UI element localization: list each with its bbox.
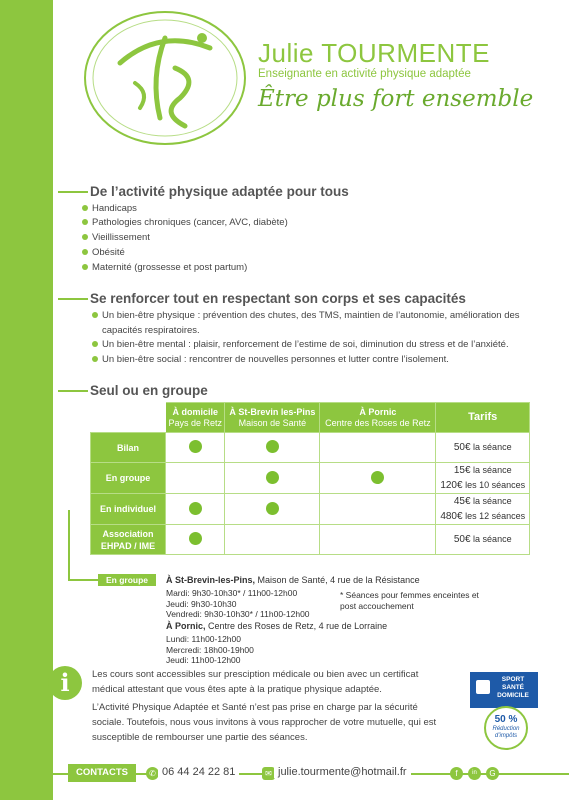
price-cell (436, 433, 530, 463)
badge-line: DOMICILE (497, 692, 529, 699)
schedule-line: Mercredi: 18h00-19h00 (166, 644, 254, 655)
table-cell (320, 433, 436, 463)
section-divider (58, 390, 88, 392)
table-cell (166, 433, 225, 463)
pornic-hours (166, 634, 254, 666)
availability-dot (371, 471, 384, 484)
table-cell (320, 525, 436, 555)
brevin-place: Maison de Santé, 4 rue de la Résistance (255, 575, 420, 585)
section1-title: De l’activité physique adaptée pour tous (90, 184, 349, 199)
price-line (436, 478, 529, 493)
group-tag: En groupe (98, 574, 156, 586)
linkedin-icon[interactable]: in (468, 767, 481, 780)
badge-line: SANTÉ (501, 684, 525, 691)
badge-reduction: Réduction d’impôts (492, 726, 520, 739)
row-header: Bilan (91, 433, 166, 463)
info-paragraph: Les cours sont accessibles sur presciption médicale ou bien avec un certificat médical attestant que vous êtes apte à la pratique physique adaptée. (92, 669, 419, 695)
section-divider (58, 191, 88, 193)
col-title: À St-Brevin les-Pins (229, 406, 316, 417)
table-row (91, 433, 530, 463)
pornic-place: Centre des Roses de Retz, 4 rue de Lorraine (205, 621, 388, 631)
table-cell (225, 525, 320, 555)
col-title: À domicile (172, 406, 218, 417)
table-cell (225, 494, 320, 525)
price-unit: la séance (473, 465, 512, 475)
price-unit: la séance (473, 442, 512, 452)
col-title: À Pornic (359, 406, 397, 417)
brand-subtitle: Enseignante en activité physique adaptée (258, 68, 471, 80)
price-unit: la séance (473, 496, 512, 506)
table-cell (225, 463, 320, 494)
availability-dot (189, 440, 202, 453)
table-cell (320, 463, 436, 494)
price-amount: 50€ (453, 442, 471, 453)
col-title: Tarifs (468, 411, 498, 423)
last-name: TOURMENTE (321, 38, 490, 68)
email-address[interactable]: julie.tourmente@hotmail.fr (274, 766, 411, 778)
list-item: Vieillissement (92, 232, 150, 243)
house-icon (476, 680, 490, 694)
table-row (91, 525, 530, 555)
price-unit: les 10 séances (465, 480, 526, 490)
table-corner (91, 403, 166, 433)
phone-icon: ✆ (146, 767, 159, 780)
col-header-brevin (225, 403, 320, 433)
table-row (91, 463, 530, 494)
logo-emblem (80, 8, 250, 148)
list-item: Pathologies chroniques (cancer, AVC, diabète) (92, 217, 288, 228)
col-header-pornic (320, 403, 436, 433)
price-cell (436, 463, 530, 494)
brevin-title: À St-Brevin-les-Pins, (166, 575, 256, 585)
price-cell (436, 525, 530, 555)
price-cell (436, 494, 530, 525)
phone-number[interactable]: 06 44 24 22 81 (158, 766, 239, 778)
email-icon: ✉ (262, 767, 275, 780)
availability-dot (266, 471, 279, 484)
section3-title: Seul ou en groupe (90, 383, 208, 398)
price-line (436, 494, 529, 509)
price-amount: 15€ (453, 465, 471, 476)
availability-dot (266, 440, 279, 453)
info-paragraph: L’Activité Physique Adaptée et Santé n’est pas prise en charge par la sécurité sociale. Toutefois, nous vous invitons à vous rapprocher de votre mutuelle, qui est susceptible de rembourser une partie des séances. (92, 702, 437, 743)
list-item: Un bien-être mental : plaisir, renforcement de l’estime de soi, diminution du stress et de l’anxiété. (102, 337, 542, 352)
price-amount: 50€ (453, 534, 471, 545)
schedule-line: Mardi: 9h30-10h30* / 11h00-12h00 (166, 588, 298, 598)
price-unit: la séance (473, 534, 512, 544)
list-item: Handicaps (92, 203, 137, 214)
pornic-title: À Pornic, (166, 621, 206, 631)
col-sub: Centre des Roses de Retz (325, 417, 431, 428)
footer (0, 758, 569, 790)
section2-title: Se renforcer tout en respectant son corps et ses capacités (90, 291, 466, 306)
tax-reduction-badge (484, 706, 528, 750)
price-unit: les 12 séances (465, 511, 526, 521)
brevin-address (166, 575, 420, 586)
badge-percent: 50 % (494, 714, 518, 725)
table-row (91, 494, 530, 525)
col-sub: Maison de Santé (238, 417, 307, 428)
price-amount: 45€ (453, 496, 471, 507)
contacts-label: CONTACTS (68, 764, 136, 782)
price-line (436, 463, 529, 478)
schedule-line: Jeudi: 9h30-10h30 (166, 598, 237, 609)
availability-dot (189, 502, 202, 515)
table-cell (166, 463, 225, 494)
price-amount: 480€ (440, 511, 463, 522)
schedule-line: Lundi: 11h00-12h00 (166, 634, 241, 644)
info-icon: i (48, 666, 82, 700)
table-cell (166, 494, 225, 525)
row-header: En individuel (91, 494, 166, 525)
pornic-address (166, 621, 387, 632)
brevin-hours (166, 588, 310, 620)
schedule-note: * Séances pour femmes enceintes et post accouchement (340, 590, 479, 611)
availability-dot (266, 502, 279, 515)
list-item: Un bien-être social : rencontrer de nouvelles personnes et lutter contre l’isolement. (102, 352, 542, 367)
google-icon[interactable]: G (486, 767, 499, 780)
badge-line: SPORT (501, 676, 525, 683)
section-divider (58, 298, 88, 300)
connector-line (68, 579, 98, 581)
table-cell (166, 525, 225, 555)
schedule-line: Jeudi: 11h00-12h00 (166, 655, 241, 665)
availability-dot (189, 532, 202, 545)
col-header-tarifs (436, 403, 530, 433)
left-green-band (0, 0, 53, 800)
pricing-table (90, 402, 530, 555)
connector-line (68, 510, 70, 580)
brand-name (258, 38, 490, 69)
schedule-line: Vendredi: 9h30-10h30* / 11h00-12h00 (166, 609, 310, 619)
brand-slogan: Être plus fort ensemble (258, 86, 534, 112)
price-line (436, 440, 529, 455)
row-header: Association EHPAD / IME (91, 525, 166, 555)
col-header-domicile (166, 403, 225, 433)
table-cell (320, 494, 436, 525)
row-header: En groupe (91, 463, 166, 494)
price-amount: 120€ (440, 480, 463, 491)
first-name: Julie (258, 38, 314, 68)
price-line (436, 532, 529, 547)
table-cell (225, 433, 320, 463)
col-sub: Pays de Retz (168, 417, 222, 428)
price-line (436, 509, 529, 524)
list-item: Maternité (grossesse et post partum) (92, 262, 248, 273)
facebook-icon[interactable]: f (450, 767, 463, 780)
list-item: Un bien-être physique : prévention des chutes, des TMS, maintien de l’autonomie, amélioration des capacités respiratoires. (102, 308, 542, 338)
list-item: Obésité (92, 247, 125, 258)
